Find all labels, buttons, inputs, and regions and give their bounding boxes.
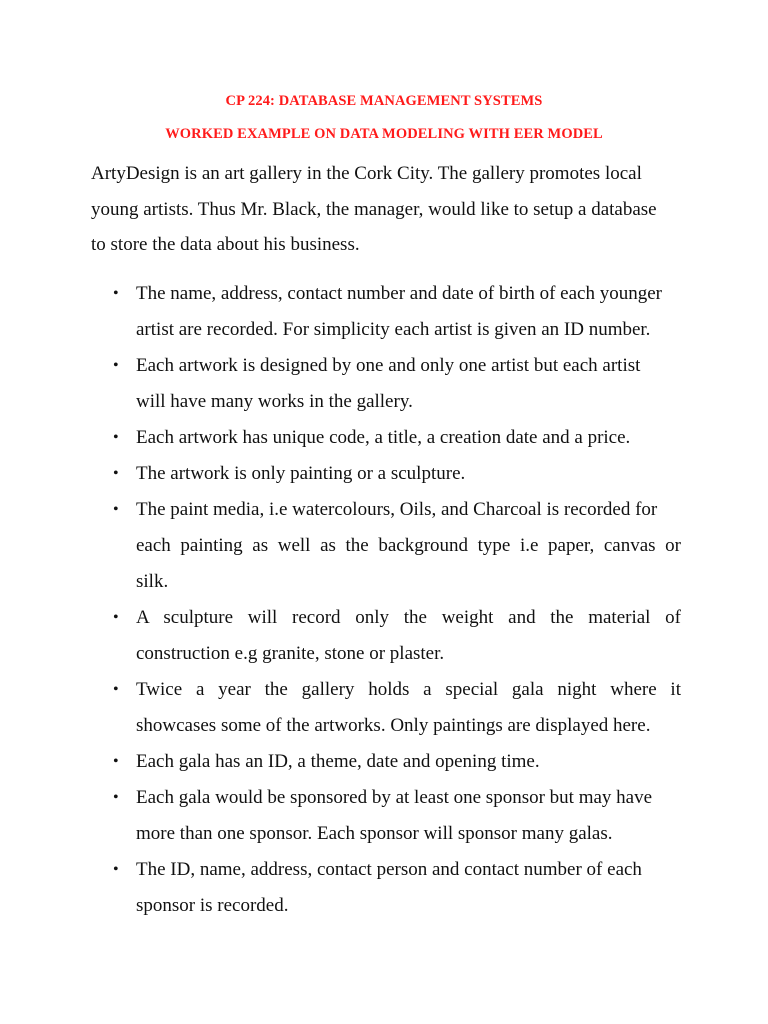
- bullet-icon: •: [113, 429, 119, 446]
- requirements-list: [91, 276, 681, 924]
- intro-line: to store the data about his business.: [91, 234, 360, 255]
- bullet-icon: •: [113, 789, 119, 806]
- list-item-line: The ID, name, address, contact person and contact number of each: [136, 859, 642, 880]
- bullet-icon: •: [113, 609, 119, 626]
- list-item-line: Twice a year the gallery holds a special gala night where it: [136, 679, 681, 700]
- bullet-icon: •: [113, 861, 119, 878]
- list-item-line: A sculpture will record only the weight and the material of: [136, 607, 681, 628]
- intro-paragraph: [91, 156, 681, 263]
- list-item-line: will have many works in the gallery.: [136, 391, 413, 412]
- bullet-icon: •: [113, 357, 119, 374]
- list-item: [91, 276, 681, 348]
- intro-line: ArtyDesign is an art gallery in the Cork City. The gallery promotes local: [91, 163, 642, 184]
- list-item: [91, 672, 681, 744]
- list-item-line: showcases some of the artworks. Only paintings are displayed here.: [136, 715, 651, 736]
- list-item-line: The name, address, contact number and date of birth of each younger: [136, 283, 662, 304]
- course-heading: CP 224: DATABASE MANAGEMENT SYSTEMS: [225, 93, 543, 109]
- bullet-icon: •: [113, 753, 119, 770]
- bullet-icon: •: [113, 465, 119, 482]
- list-item: [91, 600, 681, 672]
- list-item: [91, 420, 681, 456]
- worked-example-heading: WORKED EXAMPLE ON DATA MODELING WITH EER MODEL: [165, 126, 603, 142]
- bullet-icon: •: [113, 681, 119, 698]
- list-item-line: each painting as well as the background type i.e paper, canvas or: [136, 535, 681, 556]
- bullet-icon: •: [113, 501, 119, 518]
- list-item-line: Each artwork is designed by one and only one artist but each artist: [136, 355, 641, 376]
- list-item-line: construction e.g granite, stone or plaster.: [136, 643, 445, 664]
- list-item-line: Each gala has an ID, a theme, date and opening time.: [136, 751, 540, 772]
- list-item-line: Each artwork has unique code, a title, a creation date and a price.: [136, 427, 631, 448]
- list-item: [91, 744, 681, 780]
- list-item: [91, 492, 681, 600]
- list-item-line: artist are recorded. For simplicity each artist is given an ID number.: [136, 319, 651, 340]
- intro-line: young artists. Thus Mr. Black, the manager, would like to setup a database: [91, 198, 657, 220]
- list-item: [91, 852, 681, 924]
- list-item-line: Each gala would be sponsored by at least one sponsor but may have: [136, 787, 653, 808]
- list-item: [91, 780, 681, 852]
- list-item-line: The artwork is only painting or a sculpture.: [136, 463, 466, 484]
- bullet-icon: •: [113, 285, 119, 302]
- list-item-line: more than one sponsor. Each sponsor will sponsor many galas.: [136, 823, 613, 844]
- list-item: [91, 456, 681, 492]
- list-item: [91, 348, 681, 420]
- list-item-line: silk.: [136, 571, 169, 592]
- list-item-line: sponsor is recorded.: [136, 895, 289, 916]
- list-item-line: The paint media, i.e watercolours, Oils, and Charcoal is recorded for: [136, 499, 658, 520]
